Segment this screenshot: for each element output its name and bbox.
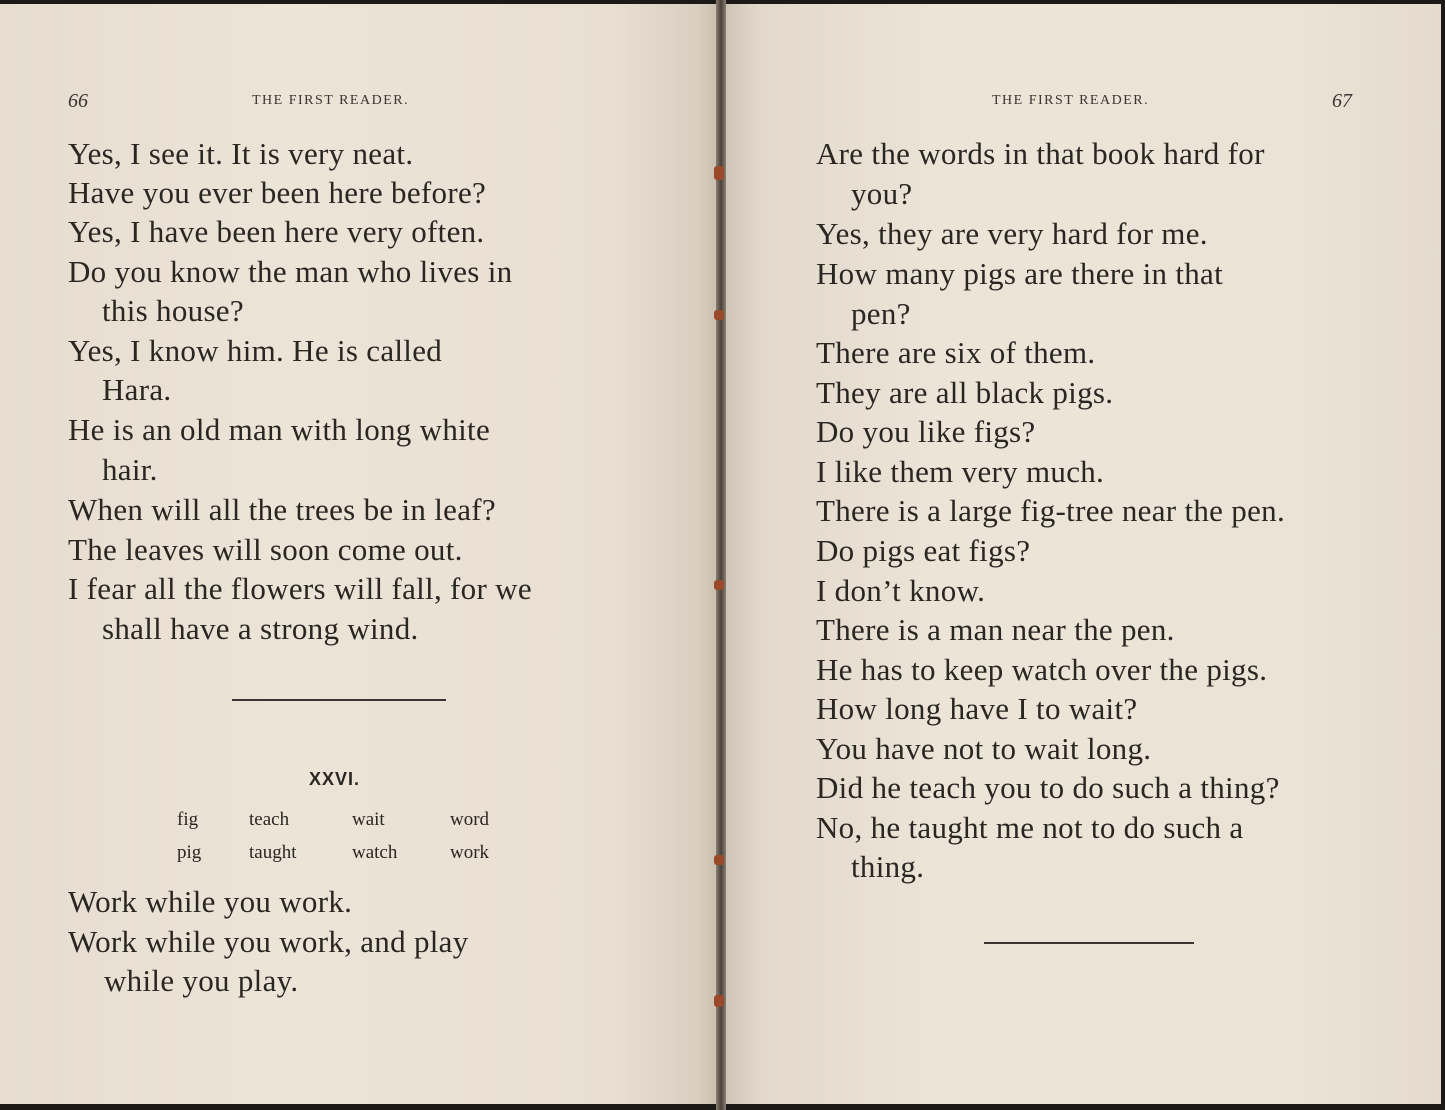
section-divider <box>232 699 446 701</box>
right-line: thing. <box>851 849 925 884</box>
left-line: Yes, I see it. It is very neat. <box>68 136 414 171</box>
vocab-word: teach <box>249 809 290 830</box>
right-line: There is a large fig-tree near the pen. <box>816 493 1285 528</box>
left-line: When will all the trees be in leaf? <box>68 492 496 527</box>
right-line: you? <box>851 176 913 211</box>
right-line: I like them very much. <box>816 454 1105 489</box>
lesson-line: Work while you work, and play <box>68 924 469 959</box>
vocab-word: word <box>450 809 490 830</box>
right-line: Do pigs eat figs? <box>816 533 1031 568</box>
binding-stitch <box>714 855 724 865</box>
right-running-head: THE FIRST READER. <box>992 93 1150 108</box>
left-running-head: THE FIRST READER. <box>252 93 410 108</box>
right-line: They are all black pigs. <box>816 375 1114 410</box>
left-line: Have you ever been here before? <box>68 175 487 210</box>
lesson-line: while you play. <box>104 963 299 998</box>
right-line: There is a man near the pen. <box>816 612 1175 647</box>
left-line: I fear all the flowers will fall, for we <box>68 571 532 606</box>
vocab-word: taught <box>249 842 297 863</box>
right-line: Did he teach you to do such a thing? <box>816 770 1280 805</box>
right-line: Yes, they are very hard for me. <box>816 216 1208 251</box>
left-page-number: 66 <box>68 90 88 112</box>
lesson-number: XXVI. <box>309 769 361 789</box>
right-line: pen? <box>851 296 911 331</box>
left-line: hair. <box>102 452 158 487</box>
left-page <box>0 4 718 1104</box>
left-line: shall have a strong wind. <box>102 611 419 646</box>
right-line: No, he taught me not to do such a <box>816 810 1244 845</box>
vocab-word: wait <box>352 809 385 830</box>
left-line: Yes, I know him. He is called <box>68 333 443 368</box>
section-divider <box>984 942 1194 944</box>
vocab-word: work <box>450 842 490 863</box>
right-line: There are six of them. <box>816 335 1096 370</box>
right-page <box>724 4 1441 1104</box>
right-line: He has to keep watch over the pigs. <box>816 652 1268 687</box>
binding-stitch <box>714 995 724 1007</box>
left-line: Hara. <box>102 372 172 407</box>
vocab-word: pig <box>177 842 202 863</box>
vocab-word: fig <box>177 809 199 830</box>
left-line: He is an old man with long white <box>68 412 491 447</box>
left-line: this house? <box>102 293 244 328</box>
vocab-word: watch <box>352 842 398 863</box>
lesson-line: Work while you work. <box>68 884 353 919</box>
binding-stitch <box>714 166 724 180</box>
left-line: Do you know the man who lives in <box>68 254 513 289</box>
right-page-number: 67 <box>1332 90 1352 112</box>
right-line: I don’t know. <box>816 573 986 608</box>
binding-stitch <box>714 580 724 590</box>
right-line: You have not to wait long. <box>816 731 1152 766</box>
left-line: The leaves will soon come out. <box>68 532 463 567</box>
right-line: How long have I to wait? <box>816 691 1138 726</box>
left-line: Yes, I have been here very often. <box>68 214 485 249</box>
right-line: How many pigs are there in that <box>816 256 1224 291</box>
right-line: Are the words in that book hard for <box>816 136 1265 171</box>
binding-stitch <box>714 310 724 320</box>
right-line: Do you like figs? <box>816 414 1036 449</box>
